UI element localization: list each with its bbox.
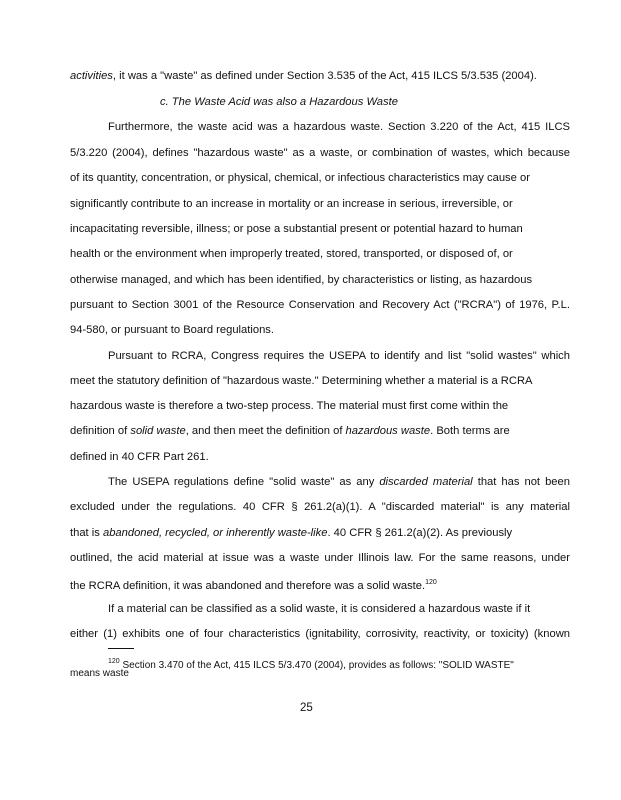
section-heading	[160, 95, 398, 109]
text-segment: abandoned, recycled, or inherently waste-like	[102, 527, 328, 539]
text-segment: outlined, the acid material at issue was a waste under Illinois law. For the same reasons, under	[70, 552, 570, 564]
page-number: 25	[300, 702, 313, 714]
text-segment: meet the statutory definition of "hazardous waste." Determining whether a material is a RCRA	[70, 375, 533, 387]
text-line	[70, 526, 512, 540]
text-segment: Furthermore, the waste acid was a hazardous waste. Section 3.220 of the Act, 415 ILCS	[108, 121, 570, 133]
text-line	[70, 374, 533, 388]
text-line	[70, 627, 570, 641]
text-segment: otherwise managed, and which has been identified, by characteristics or listing, as hazardous	[70, 274, 533, 286]
text-segment: pursuant to Section 3001 of the Resource Conservation and Recovery Act ("RCRA") of 1976, P.L.	[70, 299, 570, 311]
text-line	[70, 323, 274, 337]
text-segment: defined in 40 CFR Part 261.	[70, 451, 209, 463]
text-segment: definition of	[70, 425, 131, 437]
text-segment: c. The Waste Acid was also a Hazardous Waste	[160, 96, 398, 108]
text-segment: that has not been	[472, 476, 570, 488]
text-line	[70, 450, 209, 464]
text-line	[70, 273, 532, 287]
text-segment: excluded under the regulations. 40 CFR § 261.2(a)(1). A "discarded material" is any material	[70, 501, 570, 513]
text-line	[70, 399, 508, 413]
text-segment: , and then meet the definition of	[185, 425, 346, 437]
footnote-ref: 120	[108, 658, 120, 665]
text-segment: solid waste	[130, 425, 186, 437]
text-segment: incapacitating reversible, illness; or pose a substantial present or potential hazard to human	[70, 223, 523, 235]
footnote-ref: 120	[425, 579, 437, 586]
text-segment: the RCRA definition, it was abandoned and therefore was a solid waste.	[70, 580, 426, 592]
text-line	[70, 69, 537, 83]
footnote-line	[108, 655, 514, 673]
text-line	[70, 171, 530, 185]
text-segment: either (1) exhibits one of four characteristics (ignitability, corrosivity, reactivity, or toxicity) (known	[70, 628, 570, 640]
text-line	[70, 551, 570, 565]
text-segment: hazardous waste	[345, 425, 431, 437]
text-segment: activities	[70, 70, 113, 82]
text-line	[70, 222, 523, 236]
text-line	[108, 475, 570, 489]
text-line	[70, 298, 570, 312]
text-segment: , it was a "waste" as defined under Section 3.535 of the Act, 415 ILCS 5/3.535 (2004).	[112, 70, 537, 82]
text-line	[108, 120, 570, 134]
text-segment: health or the environment when improperly treated, stored, transported, or disposed of, or	[70, 248, 513, 260]
text-segment: Section 3.470 of the Act, 415 ILCS 5/3.470 (2004), provides as follows: "SOLID WASTE"	[119, 660, 514, 671]
text-segment: of its quantity, concentration, or physical, chemical, or infectious characteristics may cause or	[70, 172, 530, 184]
text-segment: that is	[70, 527, 103, 539]
text-segment: 94-580, or pursuant to Board regulations.	[70, 324, 274, 336]
footnote-divider	[108, 648, 134, 649]
text-line	[70, 576, 437, 593]
text-segment: If a material can be classified as a solid waste, it is considered a hazardous waste if it	[108, 603, 531, 615]
text-line	[108, 602, 530, 616]
text-segment: discarded material	[379, 476, 473, 488]
text-line	[70, 197, 513, 211]
text-segment: significantly contribute to an increase in mortality or an increase in serious, irreversible, or	[70, 198, 513, 210]
text-line	[70, 247, 513, 261]
text-segment: Pursuant to RCRA, Congress requires the USEPA to identify and list "solid wastes" which	[108, 350, 570, 362]
text-segment: means waste	[70, 668, 129, 679]
footnote-line	[70, 667, 129, 681]
text-segment: 5/3.220 (2004), defines "hazardous waste" as a waste, or combination of wastes, which because	[70, 147, 570, 159]
text-line	[70, 424, 510, 438]
text-segment: . 40 CFR § 261.2(a)(2). As previously	[327, 527, 513, 539]
text-line	[108, 349, 570, 363]
text-segment: hazardous waste is therefore a two-step process. The material must first come within the	[70, 400, 509, 412]
text-line	[70, 500, 570, 514]
text-segment: The USEPA regulations define "solid waste" as any	[108, 476, 380, 488]
text-segment: . Both terms are	[430, 425, 510, 437]
text-line	[70, 146, 570, 160]
